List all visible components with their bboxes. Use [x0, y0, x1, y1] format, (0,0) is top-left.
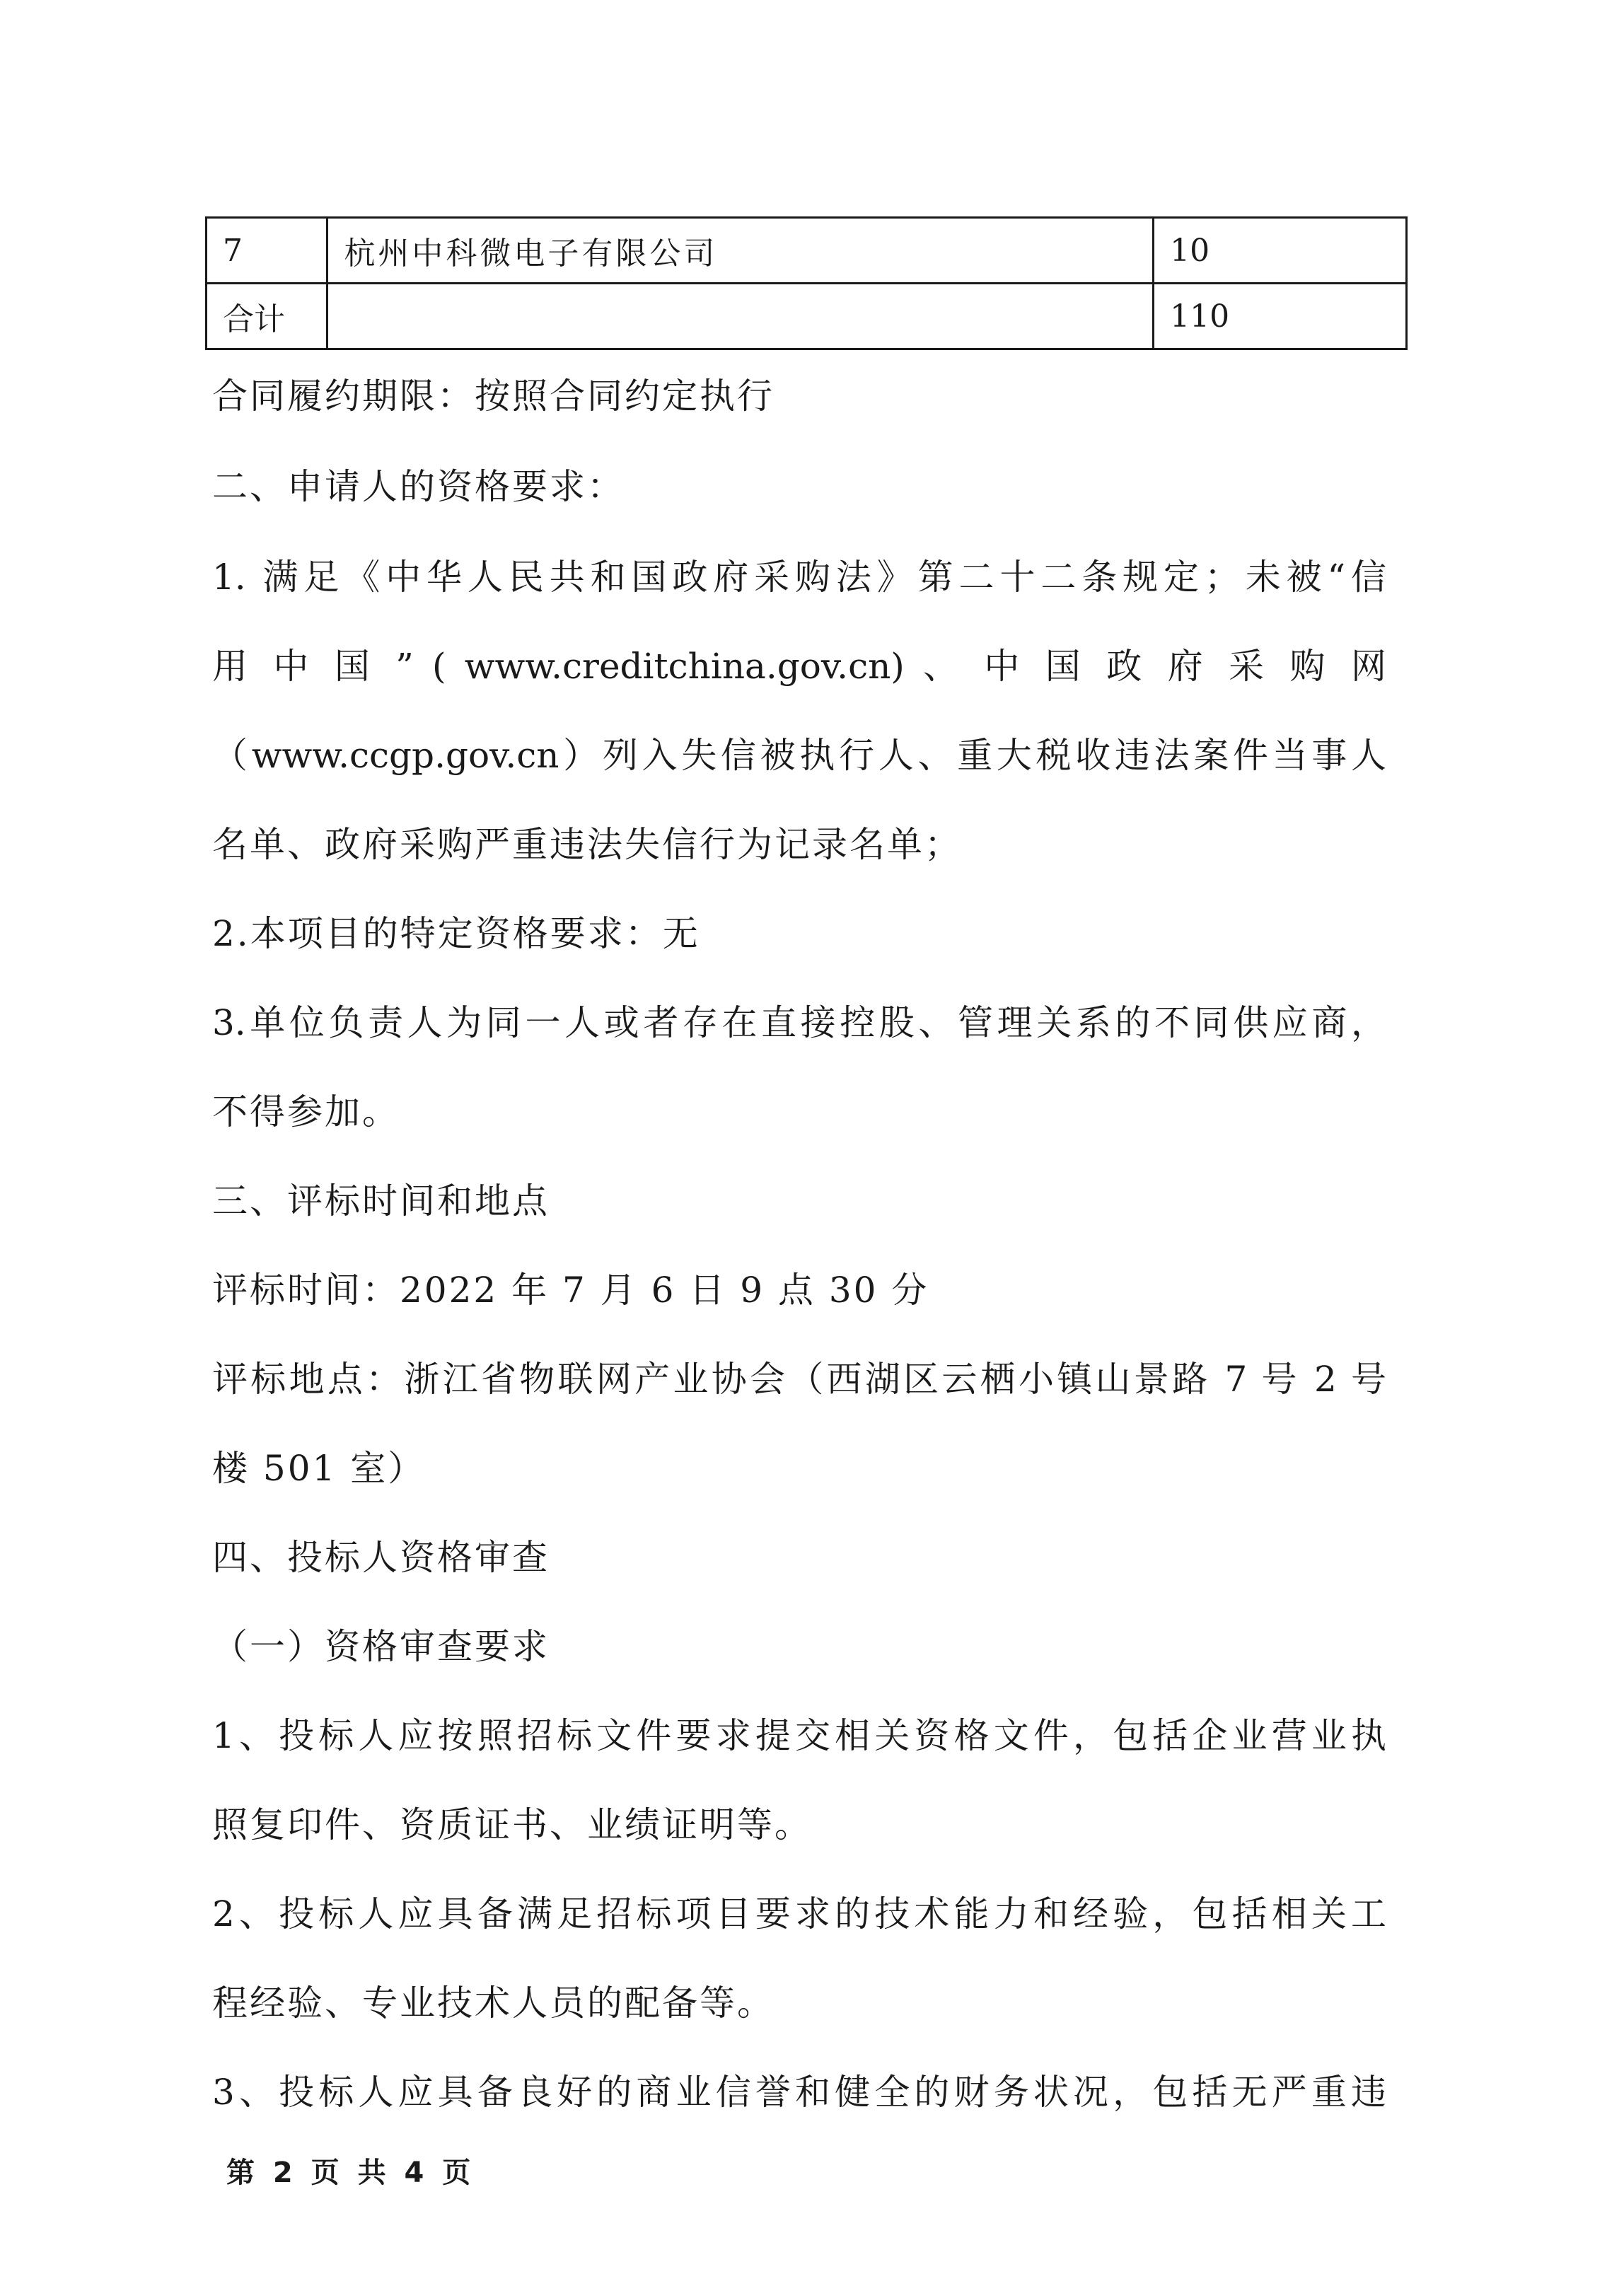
total-empty-cell [327, 284, 1154, 349]
supplier-table [205, 216, 1408, 350]
paragraph-line: 名单、政府采购严重违法失信行为记录名单； [212, 824, 962, 865]
paragraph-line: 1、投标人应按照招标文件要求提交相关资格文件，包括企业营业执 [212, 1715, 1386, 1756]
evaluation-time-line: 评标时间：2022 年 7 月 6 日 9 点 30 分 [212, 1270, 929, 1311]
section-heading-review: 四、投标人资格审查 [212, 1537, 550, 1578]
paragraph-line: 不得参加。 [212, 1091, 400, 1132]
quantity-cell: 10 [1154, 218, 1407, 284]
paragraph-line: 用 中 国 ” ( www.creditchina.gov.cn) 、 中 国 政 府 采 购 网 [212, 646, 1386, 687]
section-heading-qualifications: 二、申请人的资格要求： [212, 466, 625, 507]
paragraph-line: 1. 满足《中华人民共和国政府采购法》第二十二条规定；未被“信 [212, 557, 1386, 598]
table-row-total [207, 284, 1407, 349]
table-row [207, 218, 1407, 284]
company-name-cell: 杭州中科微电子有限公司 [327, 218, 1154, 284]
paragraph-line: 楼 501 室） [212, 1448, 426, 1489]
contract-period-line: 合同履约期限：按照合同约定执行 [212, 376, 775, 417]
section-heading-evaluation: 三、评标时间和地点 [212, 1180, 550, 1221]
row-number-cell: 7 [207, 218, 327, 284]
paragraph-line: 2、投标人应具备满足招标项目要求的技术能力和经验，包括相关工 [212, 1893, 1386, 1934]
paragraph-line: 2.本项目的特定资格要求：无 [212, 913, 700, 954]
total-quantity-cell: 110 [1154, 284, 1407, 349]
subsection-heading: （一）资格审查要求 [212, 1626, 550, 1667]
page-number-footer: 第 2 页 共 4 页 [226, 2157, 475, 2189]
paragraph-line: 程经验、专业技术人员的配备等。 [212, 1983, 775, 2024]
paragraph-line: 照复印件、资质证书、业绩证明等。 [212, 1804, 812, 1845]
evaluation-location-line: 评标地点：浙江省物联网产业协会（西湖区云栖小镇山景路 7 号 2 号 [212, 1359, 1386, 1400]
total-label-cell: 合计 [207, 284, 327, 349]
paragraph-line: （www.ccgp.gov.cn）列入失信被执行人、重大税收违法案件当事人 [212, 735, 1386, 776]
paragraph-line: 3.单位负责人为同一人或者存在直接控股、管理关系的不同供应商， [212, 1002, 1386, 1043]
paragraph-line: 3、投标人应具备良好的商业信誉和健全的财务状况，包括无严重违 [212, 2072, 1386, 2113]
